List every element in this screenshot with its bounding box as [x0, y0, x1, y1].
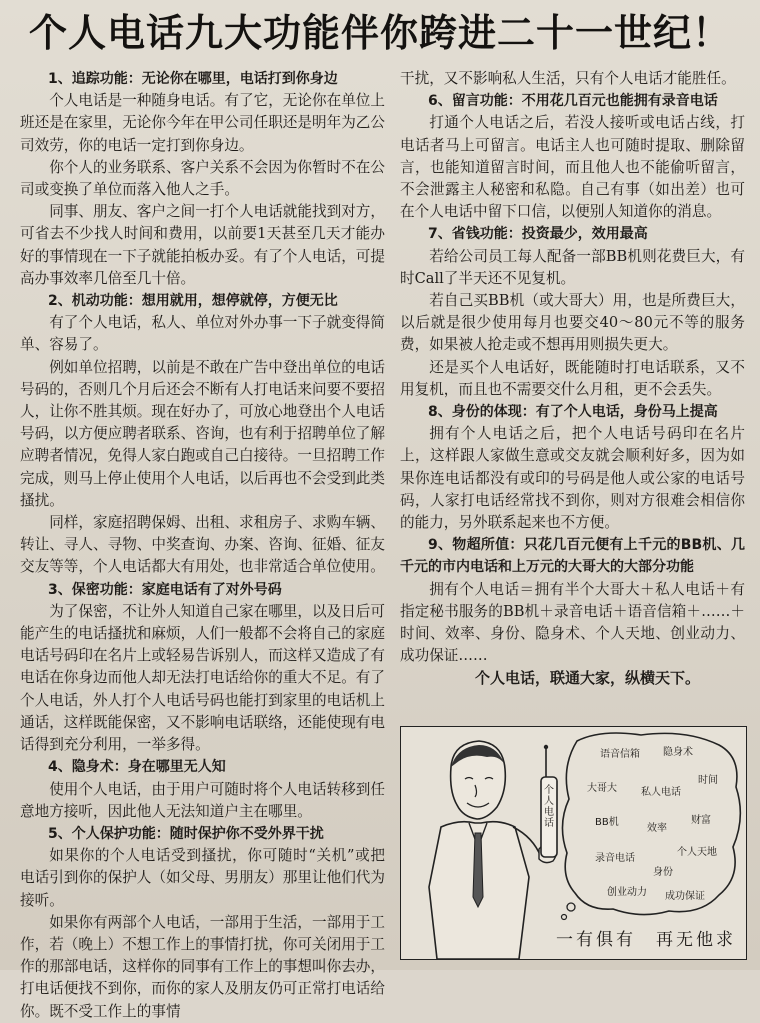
section-7-paragraph-3: 还是买个人电话好，既能随时打电话联系，又不用复机，而且也不需要交什么月租，更不会丢失。: [400, 358, 745, 398]
bubble-word-efficiency: 效率: [647, 823, 667, 834]
section-2-paragraph-2: 例如单位招聘，以前是不敢在广告中登出单位的电话号码的，否则几个月后还会不断有人打电话来问要不要招人，让你不胜其烦。现在好办了，可放心地登出个人电话号码，以方便应聘者联系、咨询，也有利于招聘单位了解应聘者情况，免得人家白跑或自己白接待。一旦招聘工作完成，则马上停止使用个人电话，以后再也不会受到此类搔扰。: [20, 358, 385, 509]
phone-label: 个人电话: [544, 785, 554, 829]
section-5-paragraph-1: 如果你的个人电话受到搔扰，你可随时“关机”或把电话引到你的保护人（如父母、男朋友）那里让他们代为接听。: [20, 847, 385, 909]
bubble-word-business-drive: 创业动力: [607, 887, 647, 898]
section-8-paragraph-1: 拥有个人电话之后，把个人电话号码印在名片上，这样跟人家做生意或交友就会顺利好多，因为如果你连电话都没有或印的号码是他人或公家的电话号码，人家打电话经常找不到你，则对方很难会相信你的能力，另外联系起来也不方便。: [400, 425, 745, 532]
section-6-heading: 6、留言功能：不用花几百元也能拥有录音电话: [428, 93, 718, 110]
section-5-paragraph-2: 如果你有两部个人电话，一部用于生活，一部用于工作，若（晚上）不想工作上的事情打扰，你可关闭用于工作的那部电话，这样你的同事有工作上的事想叫你去办，打电话便找不到你，而你的家人及朋友仍可正常打电话给你。既不受工作上的事情: [20, 913, 385, 1020]
section-1-paragraph-1: 个人电话是一种随身电话。有了它，无论你在单位上班还是在家里，无论你今年在甲公司任职还是明年为乙公司效劳，你的电话一定打到你身边。: [20, 92, 385, 154]
bubble-word-wealth: 财富: [691, 815, 711, 826]
section-4-paragraph-1: 使用个人电话，由于用户可随时将个人电话转移到任意地方接听，因此他人无法知道户主在哪里。: [20, 780, 385, 820]
headline: 个人电话九大功能伴你跨进二十一世纪！: [28, 11, 731, 55]
section-2-paragraph-1: 有了个人电话，私人、单位对外办事一下子就变得简单、容易了。: [20, 314, 385, 354]
cartoon-caption: 一有俱有 再无他求: [556, 930, 736, 950]
bubble-word-private-phone: 私人电话: [641, 787, 681, 798]
bubble-word-cellphone: 大哥大: [587, 783, 617, 794]
section-3-paragraph-1: 为了保密，不让外人知道自己家在哪里，以及日后可能产生的电话搔扰和麻烦，人们一般都不会将自己的家庭电话号码印在名片上或轻易告诉别人，而这样又造成了有电话在你身边而他人却无法打电话给你的重大不足。有了个人电话，外人打个人电话号码也能打到家里的电话机上通话，这样既能保密，又不影响电话联络，还能使现有电话得到充分利用，一举多得。: [20, 602, 385, 754]
bubble-word-personal-space: 个人天地: [677, 847, 717, 858]
section-5-heading: 5、个人保护功能：随时保护你不受外界干扰: [48, 825, 324, 842]
section-9-heading: 9、物超所值：只花几百元便有上千元的BB机、几千元的市内电话和上万元的大哥大的大部分功能: [400, 537, 745, 576]
section-3-heading: 3、保密功能：家庭电话有了对外号码: [48, 581, 282, 598]
man-tie: [473, 833, 483, 907]
bubble-word-pager: BB机: [595, 817, 619, 828]
slogan: 个人电话，联通大家，纵横天下。: [474, 669, 700, 688]
section-1-paragraph-3: 同事、朋友、客户之间一打个人电话就能找到对方，可省去不少找人时间和费用，以前要1天甚至几天才能办好的事情现在一下子就能拍板办妥。有了个人电话，可提高办事效率几倍至几十倍。: [20, 203, 385, 287]
bubble-word-status: 身份: [653, 867, 673, 878]
bubble-dot-2: [562, 915, 567, 920]
bubble-word-invisibility: 隐身术: [663, 747, 693, 758]
cartoon-illustration: [400, 726, 747, 960]
bubble-word-voicemail: 语音信箱: [600, 749, 640, 760]
section-7-paragraph-1: 若给公司员工每人配备一部BB机则花费巨大，有时Call了半天还不见复机。: [400, 247, 745, 287]
section-1-paragraph-2: 你个人的业务联系、客户关系不会因为你暂时不在公司或变换了单位而落入他人之手。: [20, 158, 385, 199]
section-9-paragraph-1: 拥有个人电话＝拥有半个大哥大＋私人电话＋有指定秘书服务的BB机＋录音电话＋语音信箱＋……＋时间、效率、身份、隐身术、个人天地、创业动力、成功保证……: [400, 580, 745, 665]
section-4-heading: 4、隐身术：身在哪里无人知: [48, 759, 226, 776]
right-column: [400, 68, 745, 690]
section-1-heading: 1、追踪功能：无论你在哪里，电话打到你身边: [48, 71, 338, 87]
section-2-heading: 2、机动功能：想用就用，想停就停，方便无比: [48, 293, 338, 310]
left-column: [20, 68, 385, 1023]
section-5-continuation: 干扰，又不影响私人生活，只有个人电话才能胜任。: [400, 70, 736, 87]
section-8-heading: 8、身份的体现：有了个人电话，身份马上提高: [428, 404, 718, 421]
section-6-paragraph-1: 打通个人电话之后，若没人接听或电话占线，打电话者马上可留言。电话主人也可随时提取、删除留言，也能知道留言时间，而且他人也不能偷听留言，不会泄露主人秘密和私隐。自己有事（如出差）也可在个人电话中留下口信，以便别人知道你的消息。: [400, 114, 745, 221]
section-7-heading: 7、省钱功能：投资最少，效用最高: [428, 226, 648, 243]
bubble-word-success-guarantee: 成功保证: [665, 891, 705, 902]
antenna-tip: [544, 745, 548, 749]
section-7-paragraph-2: 若自己买BB机（或大哥大）用，也是所费巨大，以后就是很少使用每月也要交40～80元不等的服务费，如果被人抢走或不想再用则损失更大。: [400, 292, 745, 354]
bubble-word-time: 时间: [698, 775, 718, 786]
section-2-paragraph-3: 同样，家庭招聘保姆、出租、求租房子、求购车辆、转让、寻人、寻物、中奖查询、办案、咨询、征婚、征友交友等等，个人电话都大有用处，也非常适合单位使用。: [20, 514, 385, 576]
bubble-word-answering-machine: 录音电话: [595, 853, 635, 864]
bubble-dot-1: [567, 903, 575, 911]
